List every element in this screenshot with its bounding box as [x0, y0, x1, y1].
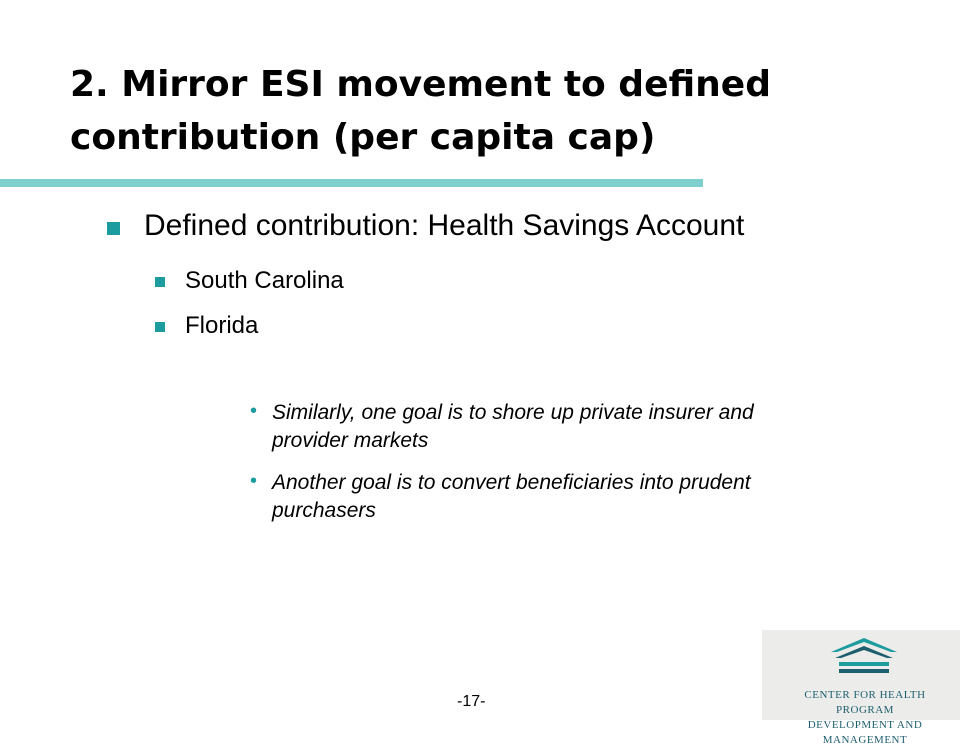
- page-number: -17-: [457, 693, 486, 710]
- bullet-level2-label: South Carolina: [185, 267, 344, 294]
- note-item: [272, 399, 912, 455]
- note-line: purchasers: [272, 499, 376, 522]
- note-line: Another goal is to convert beneficiaries into prudent: [272, 471, 751, 494]
- logo-text-line1: CENTER FOR HEALTH PROGRAM: [804, 689, 926, 716]
- bullet-level1-label: Defined contribution: Health Savings Account: [144, 209, 745, 242]
- building-stack-icon: [829, 636, 899, 678]
- slide-title-line1: 2. Mirror ESI movement to defined: [70, 64, 771, 105]
- bullet-square-icon: [155, 322, 165, 332]
- bullet-dot-icon: •: [250, 400, 258, 422]
- bullet-square-icon: [107, 222, 120, 235]
- logo-text-line2: DEVELOPMENT AND MANAGEMENT: [807, 719, 923, 746]
- bullet-level2-label: Florida: [185, 312, 259, 339]
- note-line: Similarly, one goal is to shore up private insurer and: [272, 401, 754, 424]
- bullet-dot-icon: •: [250, 470, 258, 492]
- logo-text: [775, 688, 955, 748]
- note-item: [272, 469, 912, 525]
- slide-title-line2: contribution (per capita cap): [70, 117, 656, 158]
- note-line: provider markets: [272, 429, 429, 452]
- bullet-square-icon: [155, 277, 165, 287]
